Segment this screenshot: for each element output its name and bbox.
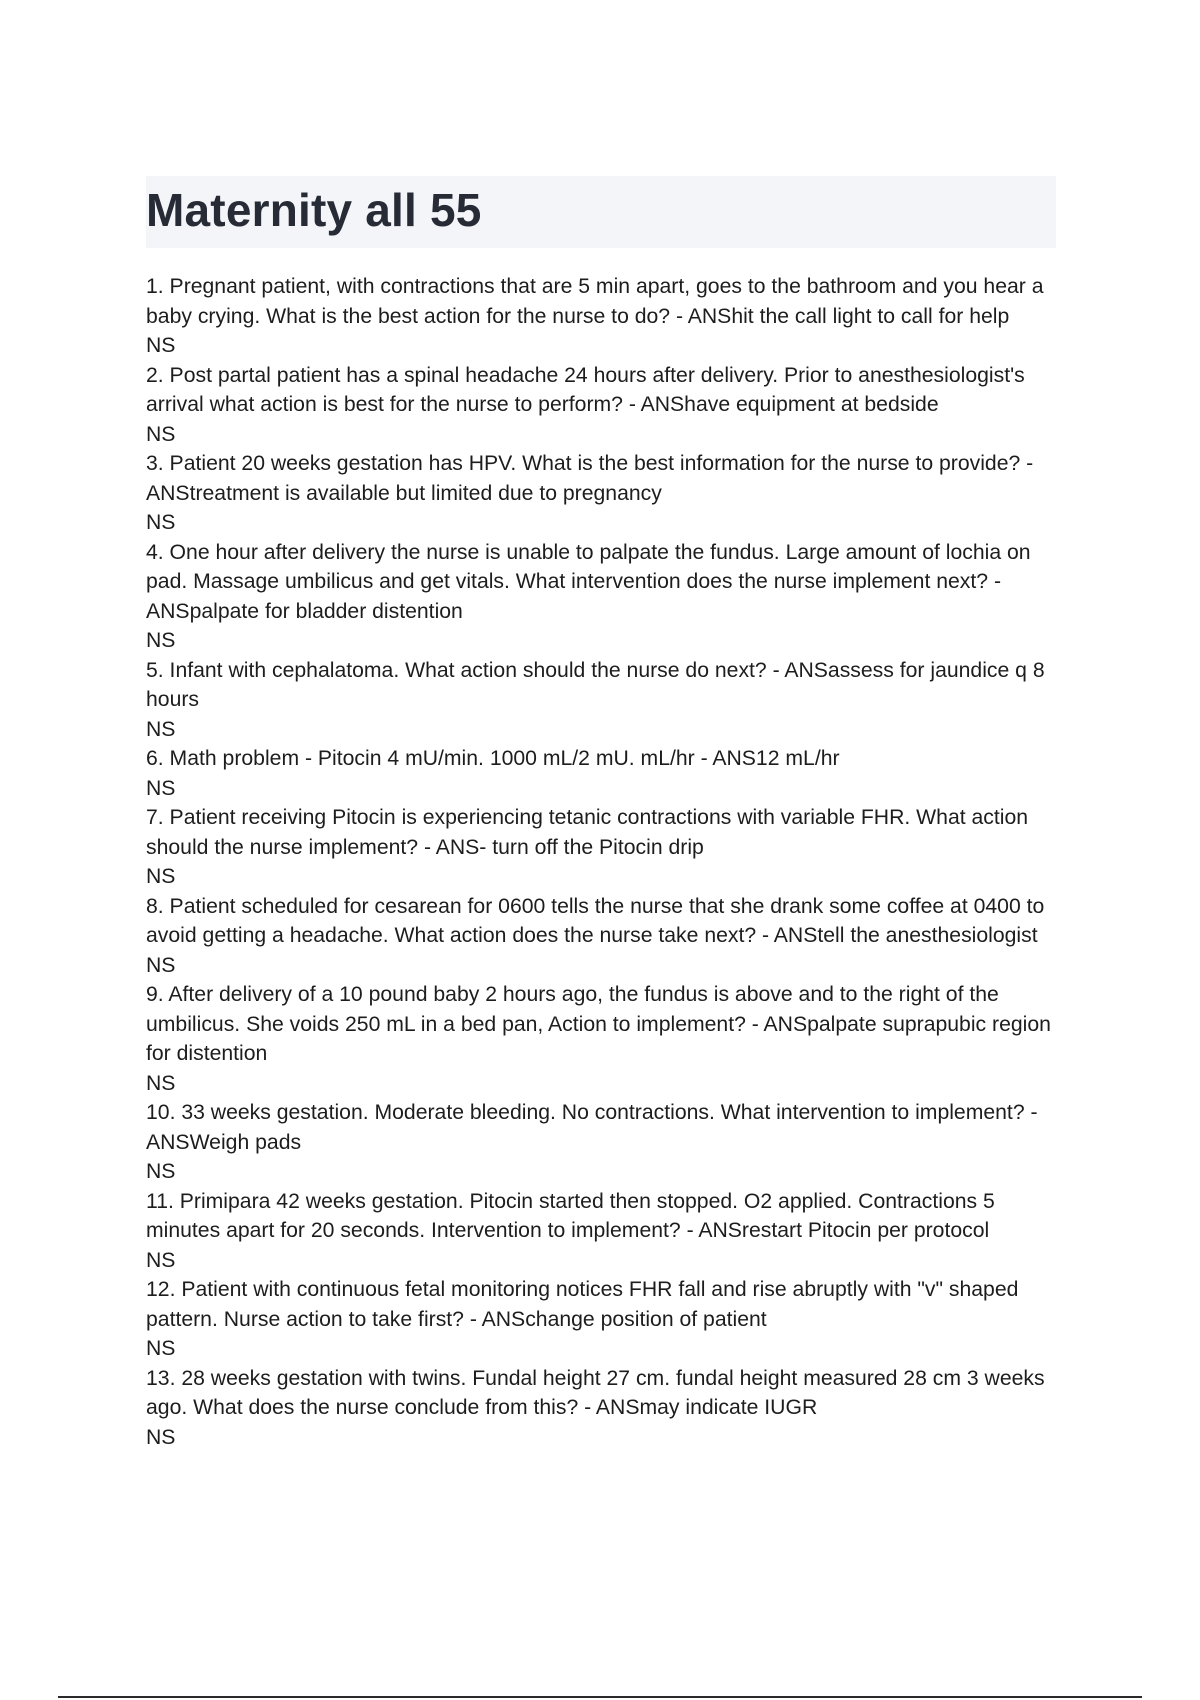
question-item: [146, 803, 1066, 892]
question-list: [146, 272, 1066, 1452]
question-text: 5. Infant with cephalatoma. What action should the nurse do next? - ANSassess for jaundice q 8 hours: [146, 658, 1045, 711]
question-item: [146, 449, 1066, 538]
question-tag: NS: [146, 1337, 176, 1360]
footer-divider: [58, 1696, 1142, 1698]
question-item: [146, 1364, 1066, 1453]
question-text: 2. Post partal patient has a spinal headache 24 hours after delivery. Prior to anesthesiologist's arrival what action is best for the nurse to perform? - ANShave equipment at bedside: [146, 363, 1025, 416]
question-item: [146, 980, 1066, 1098]
question-text: 4. One hour after delivery the nurse is unable to palpate the fundus. Large amount of lochia on pad. Massage umbilicus and get vitals. What intervention does the nurse implement next? - ANSpalpate for bladder distention: [146, 540, 1031, 623]
question-tag: NS: [146, 953, 176, 977]
question-tag: NS: [146, 1248, 176, 1272]
question-item: [146, 538, 1066, 656]
title-band: [146, 176, 1056, 248]
question-tag: NS: [146, 422, 176, 446]
question-item: [146, 361, 1066, 450]
question-tag: NS: [146, 511, 176, 534]
question-text: 8. Patient scheduled for cesarean for 0600 tells the nurse that she drank some coffee at 0400 to avoid getting a headache. What action does the nurse take next? - ANStell the anesthesiologist: [146, 894, 1045, 947]
question-item: [146, 892, 1066, 981]
question-text: 1. Pregnant patient, with contractions that are 5 min apart, goes to the bathroom and you hear a baby crying. What is the best action for the nurse to do? - ANShit the call light to call for help: [146, 275, 1044, 328]
question-text: 11. Primipara 42 weeks gestation. Pitocin started then stopped. O2 applied. Contractions 5 minutes apart for 20 seconds. Intervention to implement? - ANSrestart Pitocin per protocol: [146, 1189, 995, 1242]
question-tag: NS: [146, 776, 176, 800]
question-text: 9. After delivery of a 10 pound baby 2 hours ago, the fundus is above and to the right of the umbilicus. She voids 250 mL in a bed pan, Action to implement? - ANSpalpate suprapubic region for distention: [146, 983, 1051, 1065]
question-text: 13. 28 weeks gestation with twins. Fundal height 27 cm. fundal height measured 28 cm 3 weeks ago. What does the nurse conclude from this? - ANSmay indicate IUGR: [146, 1366, 1045, 1419]
question-tag: NS: [146, 717, 176, 741]
question-text: 6. Math problem - Pitocin 4 mU/min. 1000 mL/2 mU. mL/hr - ANS12 mL/hr: [146, 747, 840, 770]
question-tag: NS: [146, 1160, 176, 1183]
question-tag: NS: [146, 1071, 176, 1095]
question-item: [146, 1098, 1066, 1187]
question-item: [146, 744, 1066, 803]
page-title: Maternity all 55: [146, 184, 482, 236]
question-text: 10. 33 weeks gestation. Moderate bleeding. No contractions. What intervention to implement? - ANSWeigh pads: [146, 1101, 1038, 1154]
question-tag: NS: [146, 629, 176, 652]
question-tag: NS: [146, 865, 176, 888]
question-item: [146, 272, 1066, 361]
question-text: 7. Patient receiving Pitocin is experiencing tetanic contractions with variable FHR. What action should the nurse implement? - ANS- turn off the Pitocin drip: [146, 806, 1029, 859]
question-tag: NS: [146, 334, 176, 357]
question-text: 3. Patient 20 weeks gestation has HPV. What is the best information for the nurse to provide? - ANStreatment is available but limited due to pregnancy: [146, 452, 1034, 505]
question-tag: NS: [146, 1425, 176, 1449]
question-item: [146, 656, 1066, 745]
question-item: [146, 1275, 1066, 1364]
question-item: [146, 1187, 1066, 1276]
question-text: 12. Patient with continuous fetal monitoring notices FHR fall and rise abruptly with "v" shaped pattern. Nurse action to take first? - ANSchange position of patient: [146, 1278, 1019, 1331]
